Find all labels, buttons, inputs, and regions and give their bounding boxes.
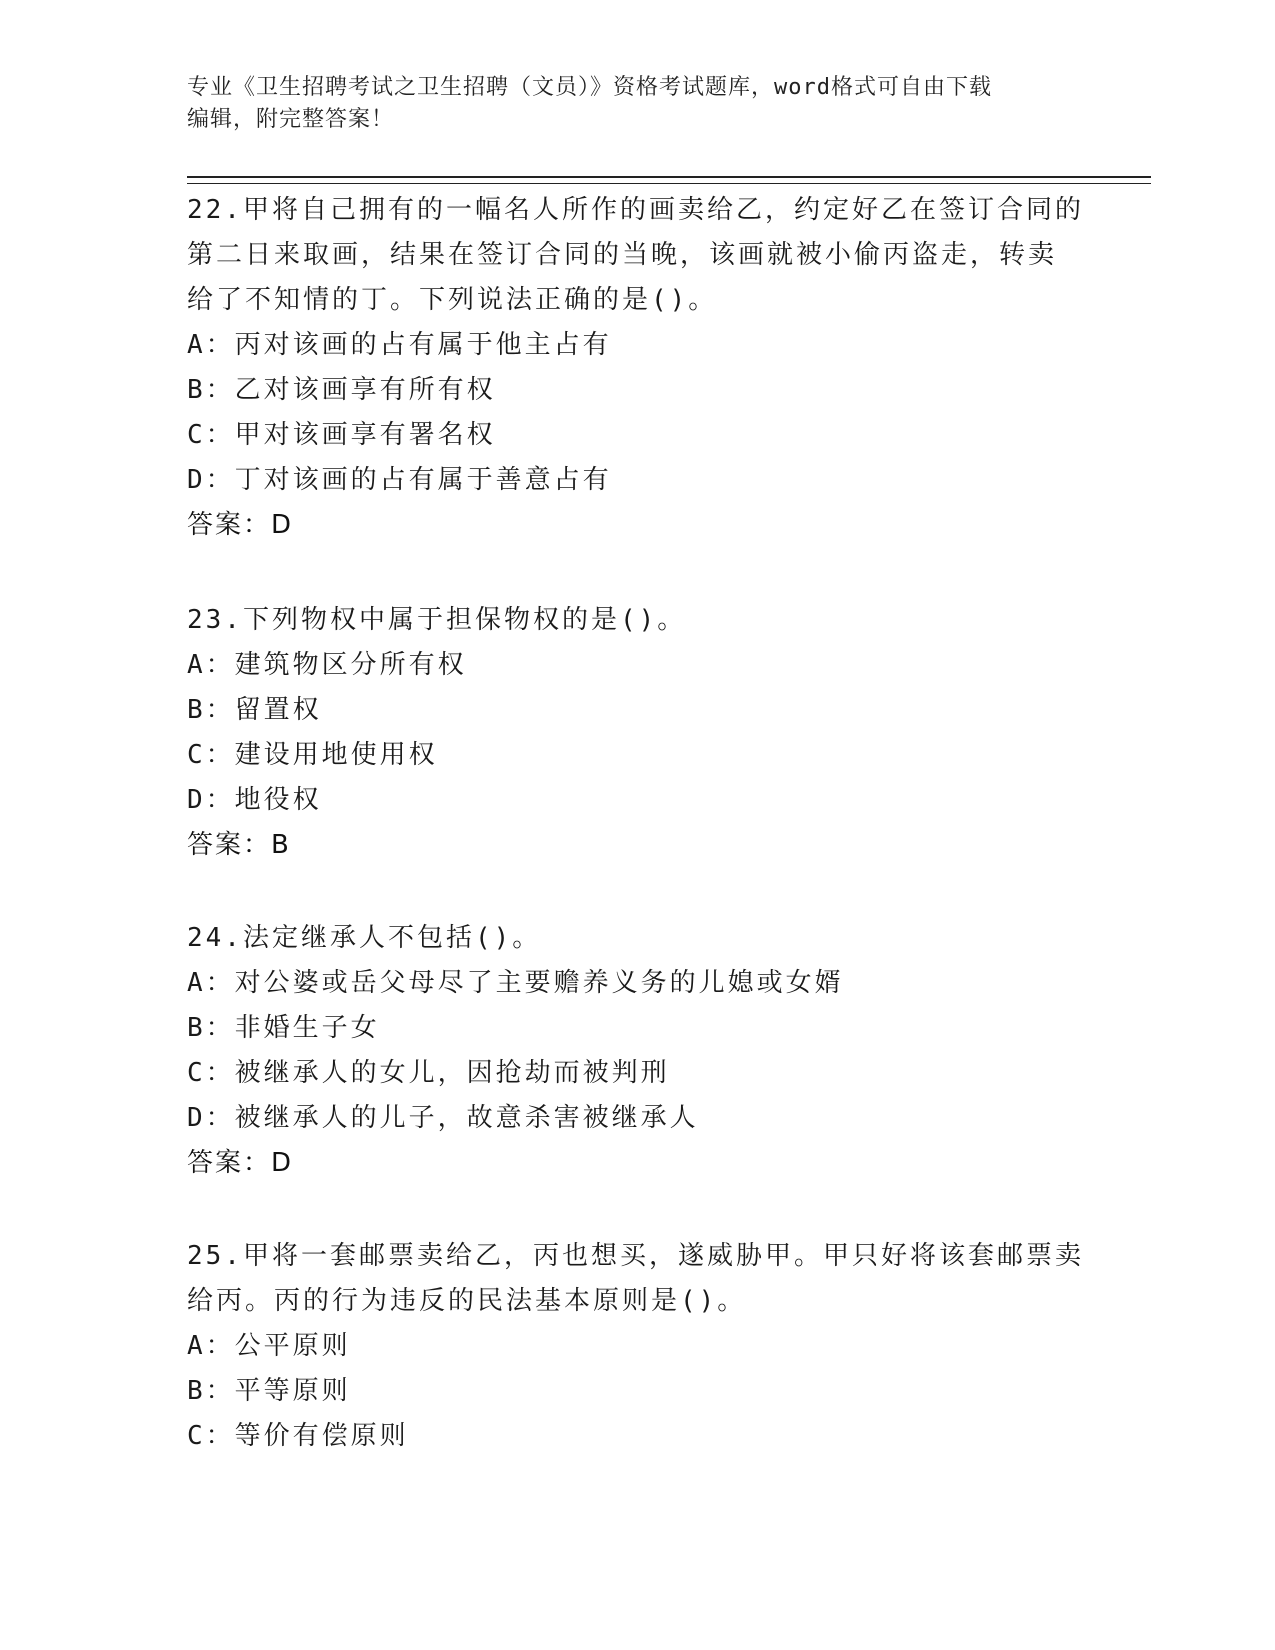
option-b: B：乙对该画享有所有权 <box>187 375 496 405</box>
stem-line: 25.甲将一套邮票卖给乙，丙也想买，遂威胁甲。甲只好将该套邮票卖 <box>187 1241 1084 1271</box>
option-d: D：地役权 <box>187 785 322 815</box>
option-c: C：建设用地使用权 <box>187 740 438 770</box>
option-d: D：被继承人的儿子，故意杀害被继承人 <box>187 1103 699 1133</box>
header-line-2: 编辑，附完整答案！ <box>187 107 395 132</box>
stem-line: 22.甲将自己拥有的一幅名人所作的画卖给乙，约定好乙在签订合同的 <box>187 195 1084 225</box>
answer: 答案：D <box>187 510 294 540</box>
option-a: A：对公婆或岳父母尽了主要赡养义务的儿媳或女婿 <box>187 968 844 998</box>
question-stem <box>187 598 1087 643</box>
question-stem <box>187 188 1087 323</box>
question-23 <box>187 598 1087 868</box>
question-stem <box>187 916 1087 961</box>
answer: 答案：D <box>187 1148 294 1178</box>
option-a: A：公平原则 <box>187 1331 351 1361</box>
option-c: C：等价有偿原则 <box>187 1421 409 1451</box>
stem-line: 给了不知情的丁。下列说法正确的是()。 <box>187 285 718 315</box>
option-b: B：平等原则 <box>187 1376 351 1406</box>
question-25 <box>187 1234 1087 1459</box>
stem-line: 23.下列物权中属于担保物权的是()。 <box>187 605 687 635</box>
document-header <box>187 72 1087 136</box>
option-d: D：丁对该画的占有属于善意占有 <box>187 465 612 495</box>
stem-line: 第二日来取画，结果在签订合同的当晚，该画就被小偷丙盗走，转卖 <box>187 240 1058 270</box>
stem-line: 给丙。丙的行为违反的民法基本原则是()。 <box>187 1286 747 1316</box>
question-stem <box>187 1234 1087 1324</box>
option-b: B：非婚生子女 <box>187 1013 380 1043</box>
header-line-1: 专业《卫生招聘考试之卫生招聘（文员）》资格考试题库，word格式可自由下载 <box>187 75 992 100</box>
option-a: A：建筑物区分所有权 <box>187 650 467 680</box>
header-divider <box>187 176 1151 184</box>
option-b: B：留置权 <box>187 695 322 725</box>
question-24 <box>187 916 1087 1186</box>
option-c: C：甲对该画享有署名权 <box>187 420 496 450</box>
option-c: C：被继承人的女儿，因抢劫而被判刑 <box>187 1058 670 1088</box>
stem-line: 24.法定继承人不包括()。 <box>187 923 542 953</box>
answer: 答案：B <box>187 830 291 860</box>
question-22 <box>187 188 1087 548</box>
option-a: A：丙对该画的占有属于他主占有 <box>187 330 612 360</box>
